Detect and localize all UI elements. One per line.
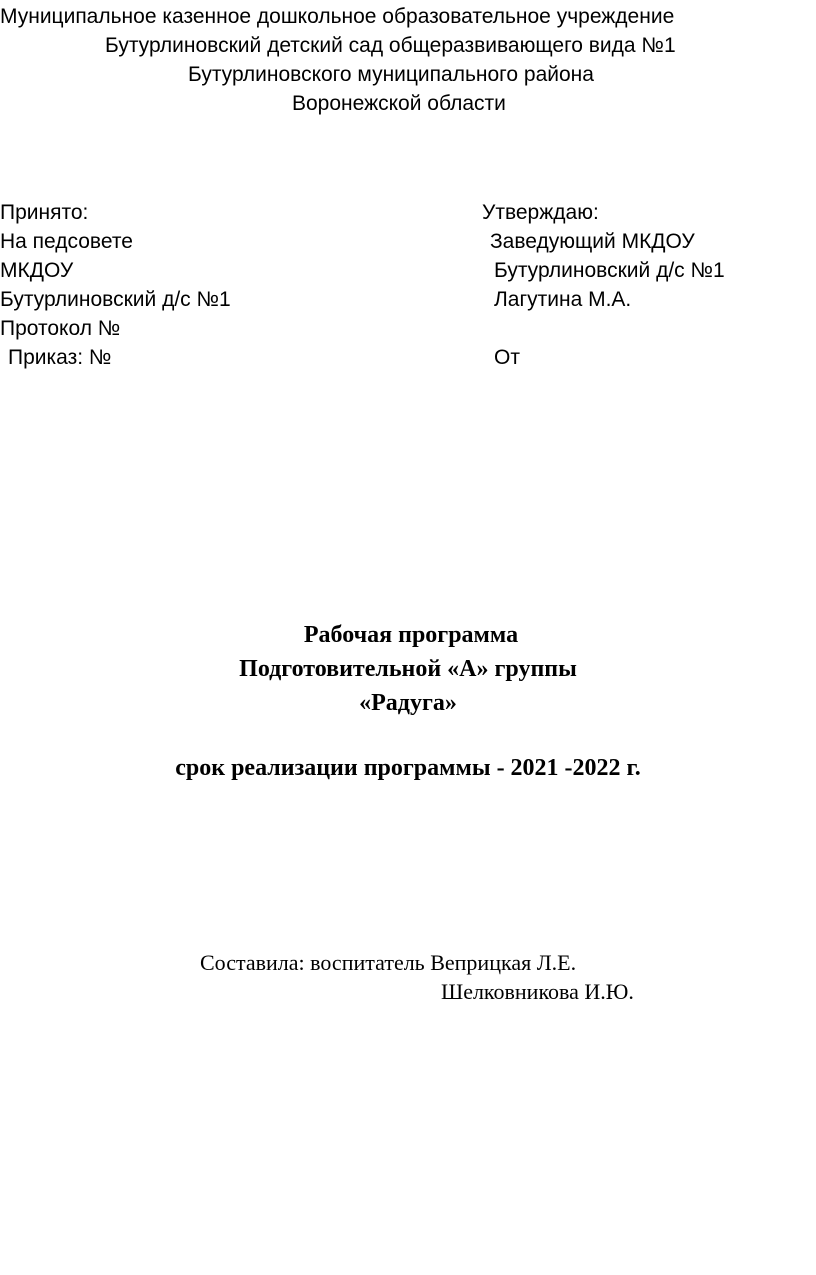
header-line-3: Бутурлиновского муниципального района (188, 63, 594, 86)
accepted-title: Принято: (0, 201, 89, 224)
accepted-line-1: На педсовете (0, 230, 133, 253)
approved-spacer (482, 314, 812, 343)
accepted-block (0, 198, 420, 372)
compiled-by-block (200, 948, 634, 1006)
approved-line-2: Бутурлиновский д/с №1 (494, 259, 725, 282)
program-title: Рабочая программа (303, 622, 519, 648)
program-term: срок реализации программы - 2021 -2022 г. (175, 755, 641, 781)
approved-title: Утверждаю: (482, 201, 599, 224)
program-title-block (0, 618, 816, 720)
institution-header (0, 2, 816, 118)
approved-date: От (494, 346, 520, 369)
approved-line-3: Лагутина М.А. (494, 288, 632, 311)
compiled-line-2: Шелковникова И.Ю. (441, 979, 634, 1004)
header-line-1: Муниципальное казенное дошкольное образовательное учреждение (0, 5, 675, 28)
accepted-protocol: Протокол № (0, 317, 121, 340)
header-line-2: Бутурлиновский детский сад общеразвивающего вида №1 (105, 34, 676, 57)
approved-block (482, 198, 812, 372)
header-line-4: Воронежской области (292, 92, 506, 115)
accepted-order: Приказ: № (8, 346, 112, 369)
approved-line-1: Заведующий МКДОУ (490, 230, 695, 253)
program-group: Подготовительной «А» группы (239, 656, 577, 682)
program-name: «Радуга» (359, 690, 457, 716)
compiled-line-1: Составила: воспитатель Веприцкая Л.Е. (200, 950, 577, 975)
accepted-line-3: Бутурлиновский д/с №1 (0, 288, 231, 311)
accepted-line-2: МКДОУ (0, 259, 74, 282)
